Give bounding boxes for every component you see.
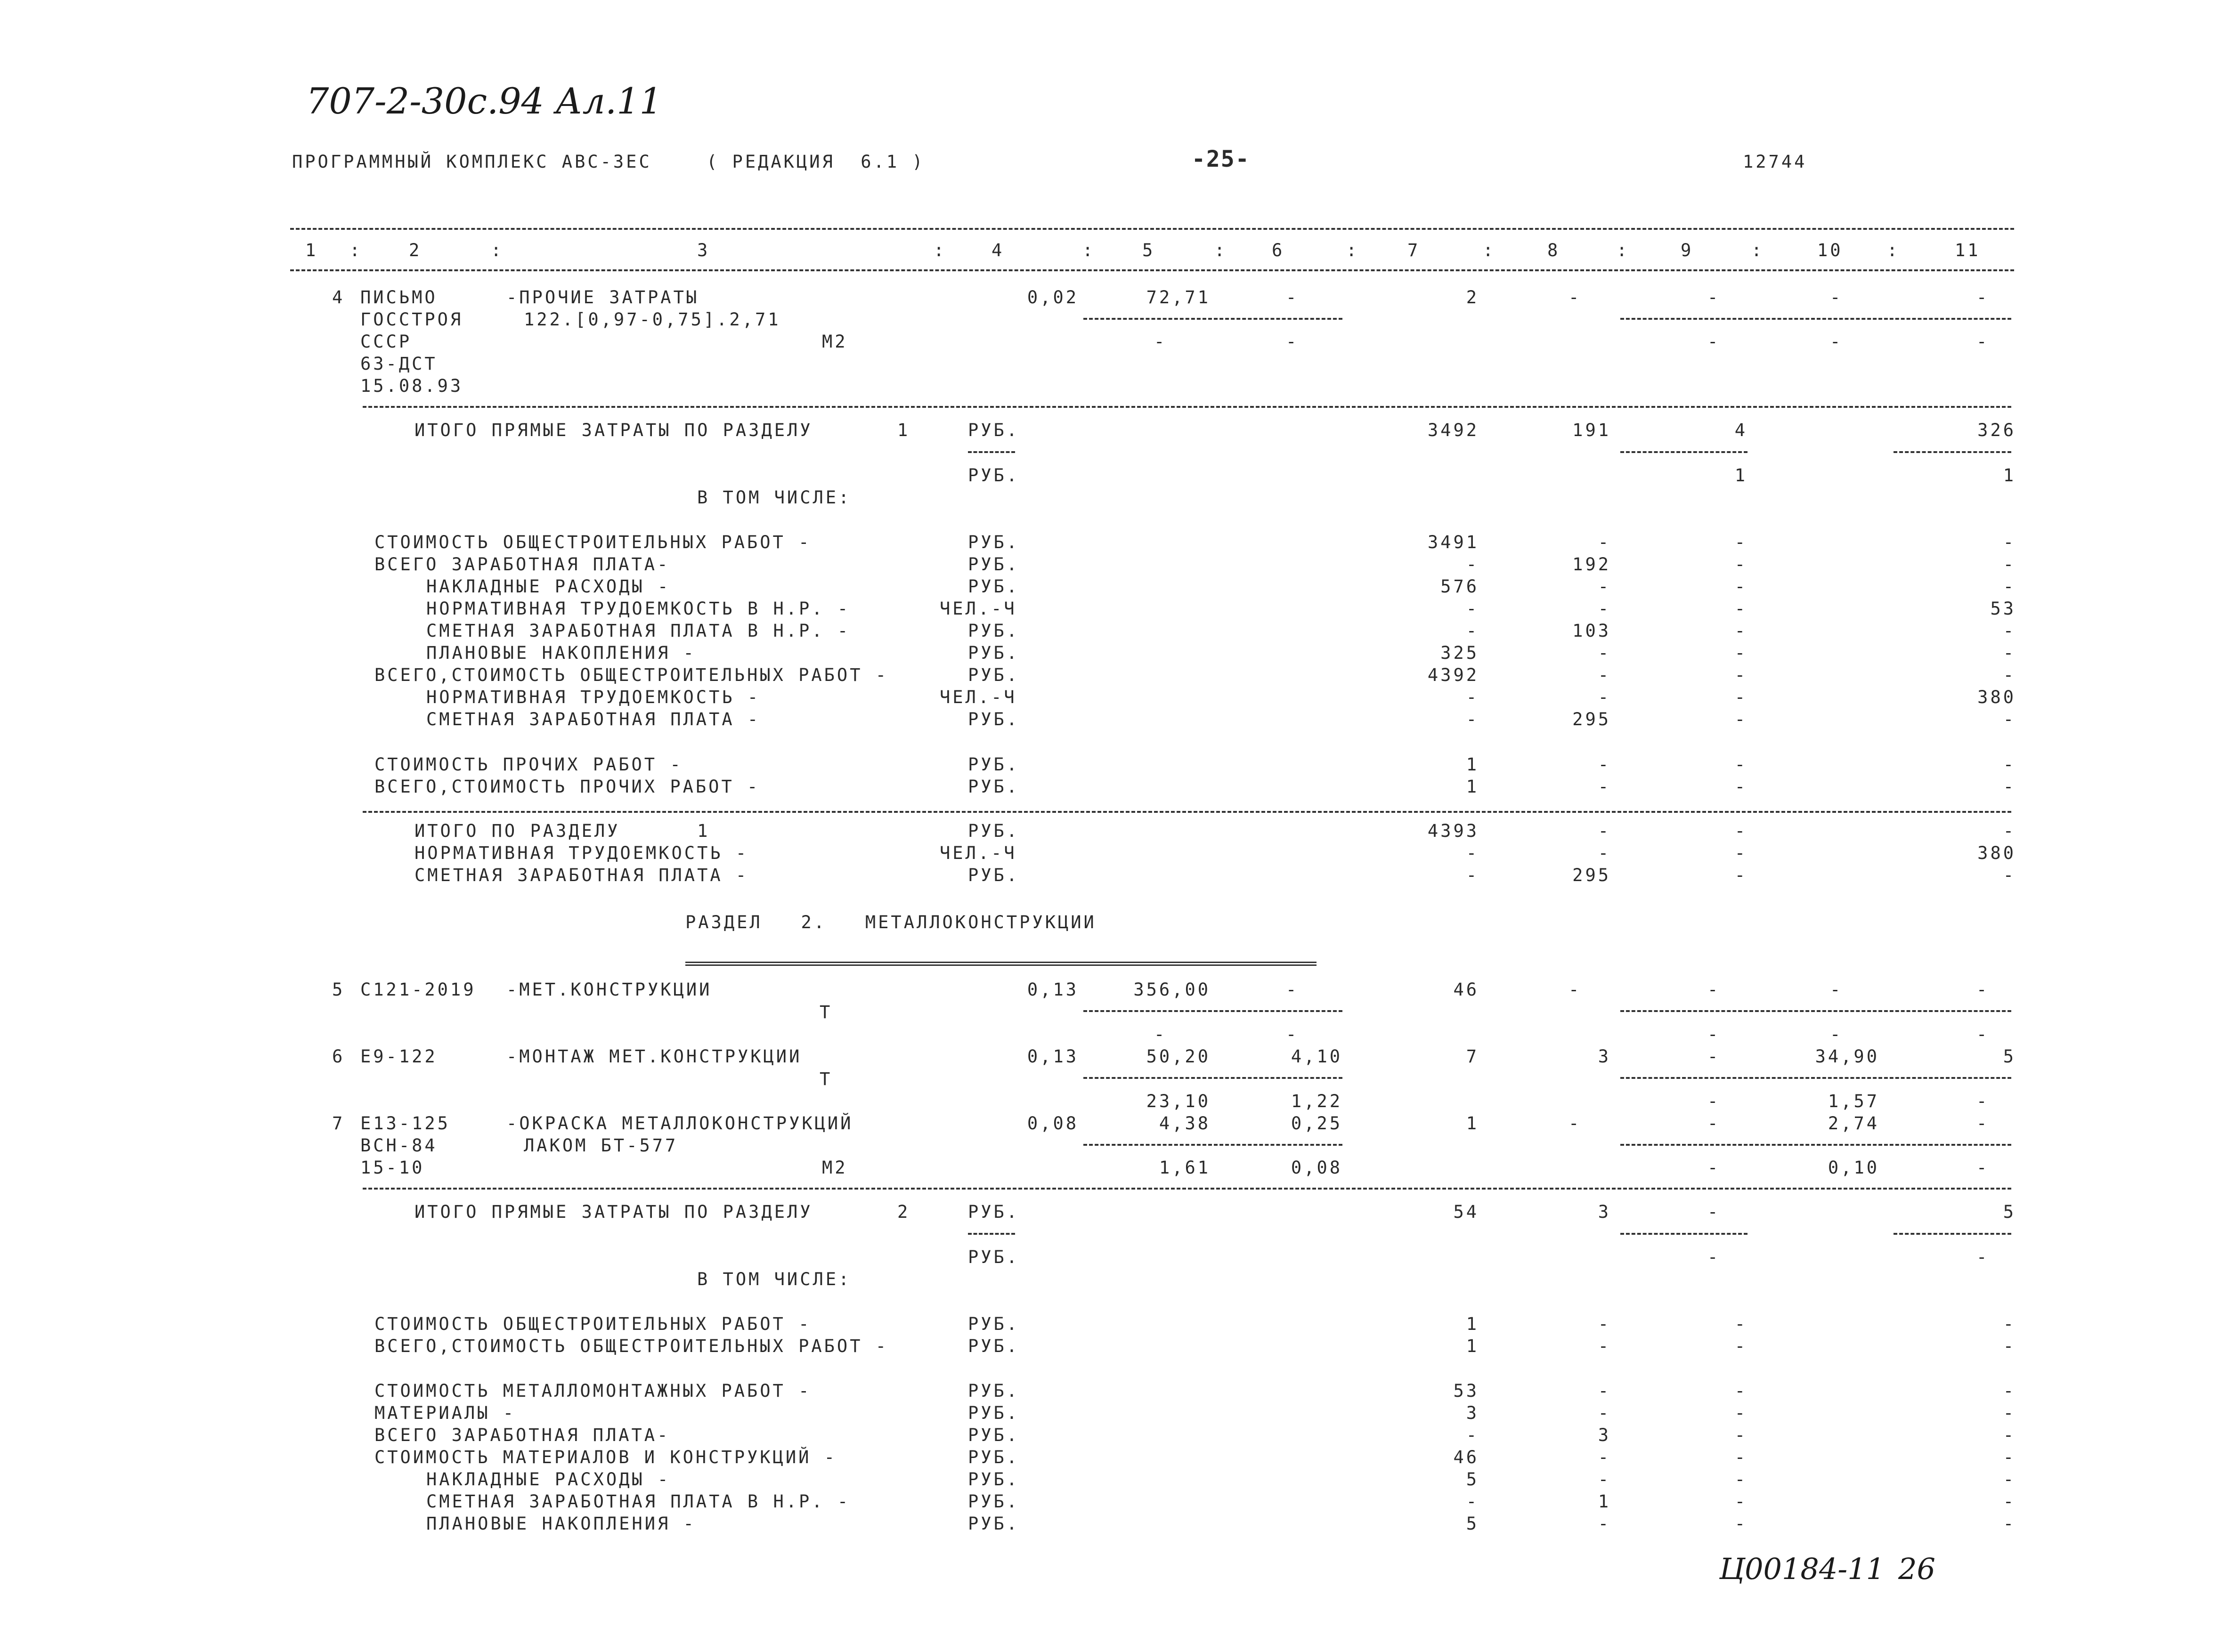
section2-row-col9: - (1734, 1314, 1747, 1334)
section1-total-unit: РУБ. (968, 420, 1020, 440)
section1-row-col11: - (2003, 621, 2016, 641)
item7-col9: - (1707, 1113, 1721, 1134)
item6-price: 50,20 (1146, 1046, 1211, 1067)
item7-subline-a (1083, 1144, 1342, 1146)
item5-col6: - (1286, 980, 1299, 1000)
section1-row-col9: - (1734, 754, 1747, 775)
section2-row-col8: 3 (1598, 1425, 1611, 1445)
section1-row-label: НОРМАТИВНАЯ ТРУДОЕМКОСТЬ - (426, 687, 761, 707)
section1-summary-col11: 380 (1977, 843, 2016, 863)
section1-summary-col9: - (1734, 843, 1747, 863)
section1-row-label: СМЕТНАЯ ЗАРАБОТНАЯ ПЛАТА - (426, 709, 761, 729)
section2-row-label: ПЛАНОВЫЕ НАКОПЛЕНИЯ - (426, 1514, 696, 1534)
section1-row-unit: РУБ. (968, 777, 1020, 797)
section2-row-col8: - (1598, 1314, 1611, 1334)
item4-sub-col5: - (1154, 332, 1167, 352)
section1-row-unit: РУБ. (968, 576, 1020, 597)
section1-including-label: В ТОМ ЧИСЛЕ: (697, 487, 852, 508)
item6-col7: 7 (1466, 1046, 1479, 1067)
item5-sub-col10: - (1830, 1024, 1843, 1045)
item5-qty: 0,13 (1027, 980, 1079, 1000)
section2-row-col9: - (1734, 1425, 1747, 1445)
item4-col7: 2 (1466, 287, 1479, 308)
section2-total-col7: 54 (1453, 1202, 1479, 1222)
section2-row-col7: 1 (1466, 1314, 1479, 1334)
item6-sub-col10: 1,57 (1828, 1091, 1879, 1111)
item6-sub-col6: 1,22 (1291, 1091, 1342, 1111)
section1-row-unit: РУБ. (968, 709, 1020, 729)
item5-sub-col6: - (1286, 1024, 1299, 1045)
item6-col9: - (1707, 1046, 1721, 1067)
item7-name-line1: -ОКРАСКА МЕТАЛЛОКОНСТРУКЦИЙ (506, 1113, 853, 1134)
column-separator: : (1082, 240, 1096, 260)
column-separator: : (1751, 240, 1764, 260)
section1-total-rule-unit (968, 451, 1015, 453)
item6-number: 6 (332, 1046, 345, 1067)
item4-code-line2: ГОССТРОЯ (360, 309, 463, 330)
item6-sub-col9: - (1707, 1091, 1721, 1111)
item7-unit: М2 (822, 1158, 848, 1178)
section1-total-col11b: 1 (2003, 465, 2016, 486)
section2-row-unit: РУБ. (968, 1336, 1020, 1356)
section2-row-unit: РУБ. (968, 1425, 1020, 1445)
item5-col7: 46 (1453, 980, 1479, 1000)
section1-row-col8: 192 (1572, 554, 1611, 575)
section2-row-col7: - (1466, 1425, 1479, 1445)
item7-col6: 0,25 (1291, 1113, 1342, 1134)
item5-col11: - (1976, 980, 1990, 1000)
section1-summary-col11: - (2003, 865, 2016, 885)
section1-summary-unit: ЧЕЛ.-Ч (940, 843, 1017, 863)
section2-total-col11: 5 (2003, 1202, 2016, 1222)
item4-subline-b (1620, 318, 2011, 320)
section1-total-rule-col11 (1894, 451, 2011, 453)
section1-row-col7: 325 (1440, 643, 1479, 663)
section2-row-col9: - (1734, 1403, 1747, 1423)
section1-row-col8: - (1598, 665, 1611, 685)
program-name: ПРОГРАММНЫЙ КОМПЛЕКС АВС-3ЕС (292, 152, 652, 172)
item7-col11: - (1976, 1113, 1990, 1134)
section1-summary-unit: РУБ. (968, 821, 1020, 841)
section1-row-col11: - (2003, 576, 2016, 597)
section2-row-col7: - (1466, 1491, 1479, 1512)
item6-qty: 0,13 (1027, 1046, 1079, 1067)
section1-row-unit: РУБ. (968, 621, 1020, 641)
item6-col6: 4,10 (1291, 1046, 1342, 1067)
section1-row-unit: РУБ. (968, 532, 1020, 552)
section1-row-col11: - (2003, 532, 2016, 552)
item5-price: 356,00 (1133, 980, 1211, 1000)
section2-row-unit: РУБ. (968, 1514, 1020, 1534)
section2-row-label: НАКЛАДНЫЕ РАСХОДЫ - (426, 1469, 671, 1490)
item7-sub-col10: 0,10 (1828, 1158, 1879, 1178)
document-number: 12744 (1743, 152, 1807, 172)
column-separator: : (491, 240, 504, 260)
column-header-2: 2 (409, 240, 422, 260)
item7-rule (363, 1188, 2011, 1190)
column-header-3: 3 (697, 240, 710, 260)
section2-row-col11: - (2003, 1447, 2016, 1467)
section1-row-label: СТОИМОСТЬ ПРОЧИХ РАБОТ - (374, 754, 683, 775)
section2-row-col11: - (2003, 1514, 2016, 1534)
section1-row-col7: - (1466, 621, 1479, 641)
section2-total-unit2: РУБ. (968, 1247, 1020, 1267)
item4-code-line1: ПИСЬМО (360, 287, 438, 308)
section1-row-col8: - (1598, 754, 1611, 775)
item5-col9: - (1707, 980, 1721, 1000)
section1-total-unit2: РУБ. (968, 465, 1020, 486)
item4-sub-col11: - (1976, 332, 1990, 352)
section1-total-col7: 3492 (1427, 420, 1479, 440)
section1-row-col7: 1 (1466, 777, 1479, 797)
section1-summary-col9: - (1734, 865, 1747, 885)
section1-row-col9: - (1734, 621, 1747, 641)
edition: ( РЕДАКЦИЯ 6.1 ) (707, 152, 925, 172)
section1-summary-col7: - (1466, 843, 1479, 863)
item4-col9: - (1707, 287, 1721, 308)
item5-unit: Т (820, 1002, 833, 1022)
section1-row-col8: - (1598, 576, 1611, 597)
section1-row-col7: - (1466, 554, 1479, 575)
item5-sub-col5: - (1154, 1024, 1167, 1045)
section2-total-number: 2 (897, 1202, 910, 1222)
item5-code: С121-2019 (360, 980, 476, 1000)
section1-summary-col7: - (1466, 865, 1479, 885)
section2-row-col8: 1 (1598, 1491, 1611, 1512)
item4-name: -ПРОЧИЕ ЗАТРАТЫ (506, 287, 699, 308)
section1-row-col8: - (1598, 532, 1611, 552)
item5-col8: - (1569, 980, 1582, 1000)
column-header-10: 10 (1817, 240, 1843, 260)
section1-row-label: НАКЛАДНЫЕ РАСХОДЫ - (426, 576, 671, 597)
section1-row-col7: 1 (1466, 754, 1479, 775)
section1-row-label: СТОИМОСТЬ ОБЩЕСТРОИТЕЛЬНЫХ РАБОТ - (374, 532, 812, 552)
item5-subline-a (1083, 1010, 1342, 1012)
section1-row-unit: РУБ. (968, 554, 1020, 575)
section1-row-col11: 53 (1990, 599, 2016, 619)
section2-row-col8: - (1598, 1336, 1611, 1356)
section1-row-col7: - (1466, 709, 1479, 729)
column-separator: : (1887, 240, 1900, 260)
column-separator: : (1214, 240, 1227, 260)
section1-row-col7: - (1466, 599, 1479, 619)
section1-row-label: ПЛАНОВЫЕ НАКОПЛЕНИЯ - (426, 643, 696, 663)
column-separator: : (1346, 240, 1359, 260)
section1-row-col9: - (1734, 777, 1747, 797)
section1-row-col7: 4392 (1427, 665, 1479, 685)
item6-sub-col11: - (1976, 1091, 1990, 1111)
column-separator: : (934, 240, 947, 260)
section1-row-label: СМЕТНАЯ ЗАРАБОТНАЯ ПЛАТА В Н.Р. - (426, 621, 851, 641)
section1-row-col9: - (1734, 554, 1747, 575)
section2-row-col9: - (1734, 1381, 1747, 1401)
footer-sheet-number: 26 (1898, 1552, 1935, 1586)
item7-number: 7 (332, 1113, 345, 1134)
item6-subline-a (1083, 1077, 1342, 1079)
item6-col10: 34,90 (1815, 1046, 1879, 1067)
section2-row-unit: РУБ. (968, 1469, 1020, 1490)
section1-row-col8: 295 (1572, 709, 1611, 729)
section2-total-col9: - (1707, 1202, 1721, 1222)
section2-row-col11: - (2003, 1381, 2016, 1401)
section1-row-col8: 103 (1572, 621, 1611, 641)
section1-row-col11: - (2003, 643, 2016, 663)
column-separator: : (1617, 240, 1630, 260)
section1-summary-rule (363, 811, 2011, 813)
section1-total-rule-col9 (1620, 451, 1747, 453)
section2-row-col8: - (1598, 1447, 1611, 1467)
section1-summary-label: СМЕТНАЯ ЗАРАБОТНАЯ ПЛАТА - (415, 865, 749, 885)
section2-row-unit: РУБ. (968, 1447, 1020, 1467)
section2-row-unit: РУБ. (968, 1491, 1020, 1512)
section2-total-label: ИТОГО ПРЯМЫЕ ЗАТРАТЫ ПО РАЗДЕЛУ (415, 1202, 813, 1222)
section2-row-col8: - (1598, 1381, 1611, 1401)
item4-col10: - (1830, 287, 1843, 308)
item4-sub-col10: - (1830, 332, 1843, 352)
section2-total-unit: РУБ. (968, 1202, 1020, 1222)
section1-row-unit: ЧЕЛ.-Ч (940, 599, 1017, 619)
column-header-5: 5 (1142, 240, 1155, 260)
column-header-11: 11 (1955, 240, 1981, 260)
section2-title: РАЗДЕЛ 2. МЕТАЛЛОКОНСТРУКЦИИ (685, 912, 1097, 932)
section2-row-label: СМЕТНАЯ ЗАРАБОТНАЯ ПЛАТА В Н.Р. - (426, 1491, 851, 1512)
section2-row-col9: - (1734, 1469, 1747, 1490)
section2-row-col7: 53 (1453, 1381, 1479, 1401)
column-header-6: 6 (1272, 240, 1285, 260)
section1-summary-col9: - (1734, 821, 1747, 841)
section1-row-label: ВСЕГО ЗАРАБОТНАЯ ПЛАТА- (374, 554, 670, 575)
item7-sub-col6: 0,08 (1291, 1158, 1342, 1178)
section1-summary-col11: - (2003, 821, 2016, 841)
section1-summary-col8: - (1598, 821, 1611, 841)
item4-unit: М2 (822, 332, 848, 352)
item4-formula: 122.[0,97-0,75].2,71 (524, 309, 781, 330)
section2-row-col7: 5 (1466, 1514, 1479, 1534)
section2-row-col9: - (1734, 1447, 1747, 1467)
item7-code-line3: 15-10 (360, 1158, 425, 1178)
section2-row-col11: - (2003, 1314, 2016, 1334)
section1-summary-unit: РУБ. (968, 865, 1020, 885)
section2-row-col11: - (2003, 1336, 2016, 1356)
section1-row-col11: - (2003, 665, 2016, 685)
item4-rule (363, 406, 2011, 408)
section2-row-col8: - (1598, 1469, 1611, 1490)
section2-row-col9: - (1734, 1491, 1747, 1512)
header-rule-top (290, 228, 2014, 230)
item6-sub-col5: 23,10 (1146, 1091, 1211, 1111)
section1-total-col9b: 1 (1734, 465, 1747, 486)
column-header-9: 9 (1681, 240, 1694, 260)
item4-col8: - (1569, 287, 1582, 308)
item4-subline-a (1083, 318, 1342, 320)
footer-stamp-code: Ц00184-11 (1719, 1552, 1885, 1586)
section2-row-unit: РУБ. (968, 1314, 1020, 1334)
section2-row-label: СТОИМОСТЬ ОБЩЕСТРОИТЕЛЬНЫХ РАБОТ - (374, 1314, 812, 1334)
item7-qty: 0,08 (1027, 1113, 1079, 1134)
section2-row-col7: 3 (1466, 1403, 1479, 1423)
section1-total-col11: 326 (1977, 420, 2016, 440)
column-header-1: 1 (305, 240, 318, 260)
section1-row-label: ВСЕГО,СТОИМОСТЬ ОБЩЕСТРОИТЕЛЬНЫХ РАБОТ - (374, 665, 889, 685)
column-separator: : (349, 240, 363, 260)
section1-row-unit: ЧЕЛ.-Ч (940, 687, 1017, 707)
item7-sub-col5: 1,61 (1159, 1158, 1211, 1178)
section1-summary-label: НОРМАТИВНАЯ ТРУДОЕМКОСТЬ - (415, 843, 749, 863)
column-header-8: 8 (1547, 240, 1561, 260)
section2-row-label: СТОИМОСТЬ МЕТАЛЛОМОНТАЖНЫХ РАБОТ - (374, 1381, 812, 1401)
section1-row-col8: - (1598, 687, 1611, 707)
section1-row-col11: - (2003, 754, 2016, 775)
item6-col8: 3 (1598, 1046, 1611, 1067)
section1-row-col7: 576 (1440, 576, 1479, 597)
section2-row-col11: - (2003, 1469, 2016, 1490)
section2-row-label: ВСЕГО,СТОИМОСТЬ ОБЩЕСТРОИТЕЛЬНЫХ РАБОТ - (374, 1336, 889, 1356)
section1-row-label: НОРМАТИВНАЯ ТРУДОЕМКОСТЬ В Н.Р. - (426, 599, 851, 619)
section1-row-col9: - (1734, 709, 1747, 729)
section1-summary-col8: 295 (1572, 865, 1611, 885)
section1-total-number: 1 (897, 420, 910, 440)
handwritten-reference: 707-2-30с.94 Ал.11 (306, 80, 662, 122)
section1-summary-col7: 4393 (1427, 821, 1479, 841)
section2-row-col7: 46 (1453, 1447, 1479, 1467)
section2-total-rule-unit (968, 1233, 1015, 1235)
section2-row-label: ВСЕГО ЗАРАБОТНАЯ ПЛАТА- (374, 1425, 670, 1445)
section1-row-col9: - (1734, 665, 1747, 685)
section1-row-unit: РУБ. (968, 643, 1020, 663)
item5-name: -МЕТ.КОНСТРУКЦИИ (506, 980, 712, 1000)
section1-total-col8: 191 (1572, 420, 1611, 440)
section1-total-label: ИТОГО ПРЯМЫЕ ЗАТРАТЫ ПО РАЗДЕЛУ (415, 420, 813, 440)
item7-col7: 1 (1466, 1113, 1479, 1134)
section1-row-col9: - (1734, 532, 1747, 552)
section1-row-col8: - (1598, 643, 1611, 663)
item5-subline-b (1620, 1010, 2011, 1012)
section2-row-label: МАТЕРИАЛЫ - (374, 1403, 516, 1423)
section2-row-col7: 5 (1466, 1469, 1479, 1490)
section2-row-col8: - (1598, 1403, 1611, 1423)
section2-row-col7: 1 (1466, 1336, 1479, 1356)
header-rule-bottom (290, 269, 2014, 271)
item5-sub-col9: - (1707, 1024, 1721, 1045)
column-header-4: 4 (992, 240, 1005, 260)
section2-total-rule-col9 (1620, 1233, 1747, 1235)
item5-sub-col11: - (1976, 1024, 1990, 1045)
section1-summary-col8: - (1598, 843, 1611, 863)
section1-row-col11: - (2003, 777, 2016, 797)
section2-title-underline (685, 962, 1317, 966)
item7-code-line2: ВСН-84 (360, 1135, 438, 1156)
section2-total-col11b: - (1976, 1247, 1990, 1267)
item4-number: 4 (332, 287, 345, 308)
section2-row-unit: РУБ. (968, 1381, 1020, 1401)
section2-including-label: В ТОМ ЧИСЛЕ: (697, 1269, 852, 1289)
section1-row-col8: - (1598, 777, 1611, 797)
section2-row-unit: РУБ. (968, 1403, 1020, 1423)
section2-total-col8: 3 (1598, 1202, 1611, 1222)
item4-price: 72,71 (1146, 287, 1211, 308)
item4-sub-col6: - (1286, 332, 1299, 352)
section1-total-col9: 4 (1734, 420, 1747, 440)
item6-subline-b (1620, 1077, 2011, 1079)
section2-row-col9: - (1734, 1336, 1747, 1356)
section2-total-rule-col11 (1894, 1233, 2011, 1235)
section1-row-col9: - (1734, 576, 1747, 597)
item4-code-line5: 15.08.93 (360, 376, 463, 396)
item7-sub-col9: - (1707, 1158, 1721, 1178)
section1-row-col9: - (1734, 643, 1747, 663)
item7-sub-col11: - (1976, 1158, 1990, 1178)
item5-number: 5 (332, 980, 345, 1000)
section1-row-unit: РУБ. (968, 754, 1020, 775)
section2-row-col11: - (2003, 1425, 2016, 1445)
section1-row-col11: - (2003, 554, 2016, 575)
section1-row-col7: 3491 (1427, 532, 1479, 552)
column-separator: : (1483, 240, 1496, 260)
item7-col10: 2,74 (1828, 1113, 1879, 1134)
section2-row-col11: - (2003, 1403, 2016, 1423)
item4-code-line4: 63-ДСТ (360, 354, 438, 374)
item6-code: Е9-122 (360, 1046, 438, 1067)
item7-code-line1: Е13-125 (360, 1113, 450, 1134)
item7-name-line2: ЛАКОМ БТ-577 (524, 1135, 678, 1156)
item6-unit: Т (820, 1069, 833, 1089)
page-number: -25- (1192, 146, 1250, 172)
item4-sub-col9: - (1707, 332, 1721, 352)
section1-row-col7: - (1466, 687, 1479, 707)
section1-row-col11: - (2003, 709, 2016, 729)
item6-col11: 5 (2003, 1046, 2016, 1067)
section2-row-col9: - (1734, 1514, 1747, 1534)
item7-price: 4,38 (1159, 1113, 1211, 1134)
section1-row-col9: - (1734, 599, 1747, 619)
section2-row-col8: - (1598, 1514, 1611, 1534)
section1-summary-label: ИТОГО ПО РАЗДЕЛУ 1 (415, 821, 710, 841)
column-header-7: 7 (1407, 240, 1421, 260)
section1-row-unit: РУБ. (968, 665, 1020, 685)
item4-col6: - (1286, 287, 1299, 308)
item7-subline-b (1620, 1144, 2011, 1146)
item5-col10: - (1830, 980, 1843, 1000)
section2-row-label: СТОИМОСТЬ МАТЕРИАЛОВ И КОНСТРУКЦИЙ - (374, 1447, 837, 1467)
section1-row-col9: - (1734, 687, 1747, 707)
section2-total-col9b: - (1707, 1247, 1721, 1267)
item7-col8: - (1569, 1113, 1582, 1134)
item4-code-line3: СССР (360, 332, 412, 352)
section1-row-col8: - (1598, 599, 1611, 619)
section1-row-col11: 380 (1977, 687, 2016, 707)
item6-name: -МОНТАЖ МЕТ.КОНСТРУКЦИИ (506, 1046, 802, 1067)
item4-qty: 0,02 (1027, 287, 1079, 308)
section1-row-label: ВСЕГО,СТОИМОСТЬ ПРОЧИХ РАБОТ - (374, 777, 760, 797)
section2-row-col11: - (2003, 1491, 2016, 1512)
item4-col11: - (1976, 287, 1990, 308)
